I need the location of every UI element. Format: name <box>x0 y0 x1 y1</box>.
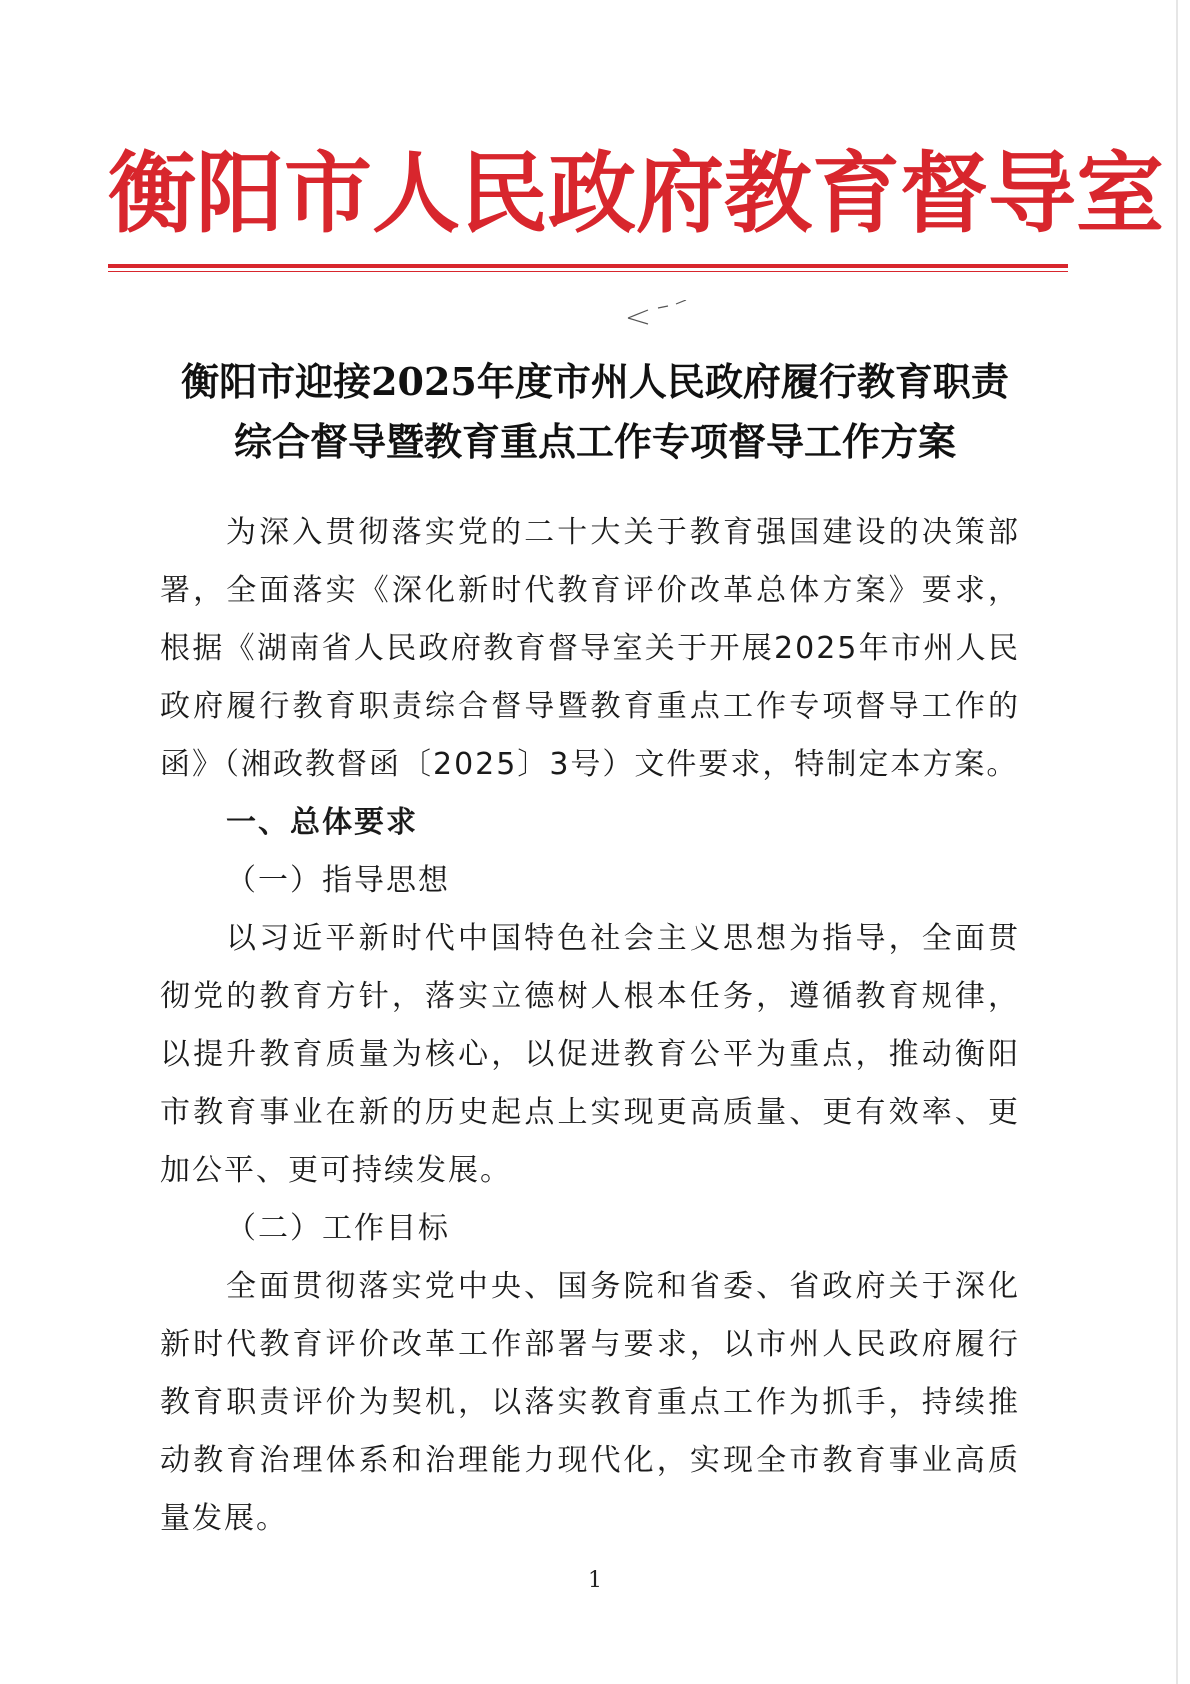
agency-letterhead-title: 衡阳市人民政府教育督导室 <box>108 141 1165 245</box>
document-title <box>130 352 1060 472</box>
letterhead-red-rule <box>108 264 1068 268</box>
document-title-line-1: 衡阳市迎接2025年度市州人民政府履行教育职责 <box>181 359 1009 404</box>
page-number: 1 <box>588 1568 602 1593</box>
intro-paragraph: 为深入贯彻落实党的二十大关于教育强国建设的决策部署，全面落实《深化新时代教育评价改革总体方案》要求，根据《湖南省人民政府教育督导室关于开展2025年市州人民政府履行教育职责综合督导暨教育重点工作专项督导工作的函》（湘政教督函〔2025〕3号）文件要求，特制定本方案。 <box>160 515 1020 782</box>
section-heading-overall-requirements: 一、总体要求 <box>226 805 418 840</box>
document-title-line-2: 综合督导暨教育重点工作专项督导工作方案 <box>233 419 956 464</box>
subsection-heading-work-goals: （二）工作目标 <box>226 1211 450 1246</box>
letterhead-red-rule-thin <box>108 271 1068 272</box>
document-body <box>160 504 1020 1548</box>
scan-pen-mark <box>620 300 690 340</box>
guiding-thought-paragraph: 以习近平新时代中国特色社会主义思想为指导，全面贯彻党的教育方针，落实立德树人根本任务，遵循教育规律，以提升教育质量为核心，以促进教育公平为重点，推动衡阳市教育事业在新的历史起点上实现更高质量、更有效率、更加公平、更可持续发展。 <box>160 921 1020 1188</box>
scan-edge-line <box>1176 0 1178 1684</box>
work-goals-paragraph: 全面贯彻落实党中央、国务院和省委、省政府关于深化新时代教育评价改革工作部署与要求，以市州人民政府履行教育职责评价为契机，以落实教育重点工作为抓手，持续推动教育治理体系和治理能力现代化，实现全市教育事业高质量发展。 <box>160 1269 1020 1536</box>
subsection-heading-guiding-thought: （一）指导思想 <box>226 863 450 898</box>
